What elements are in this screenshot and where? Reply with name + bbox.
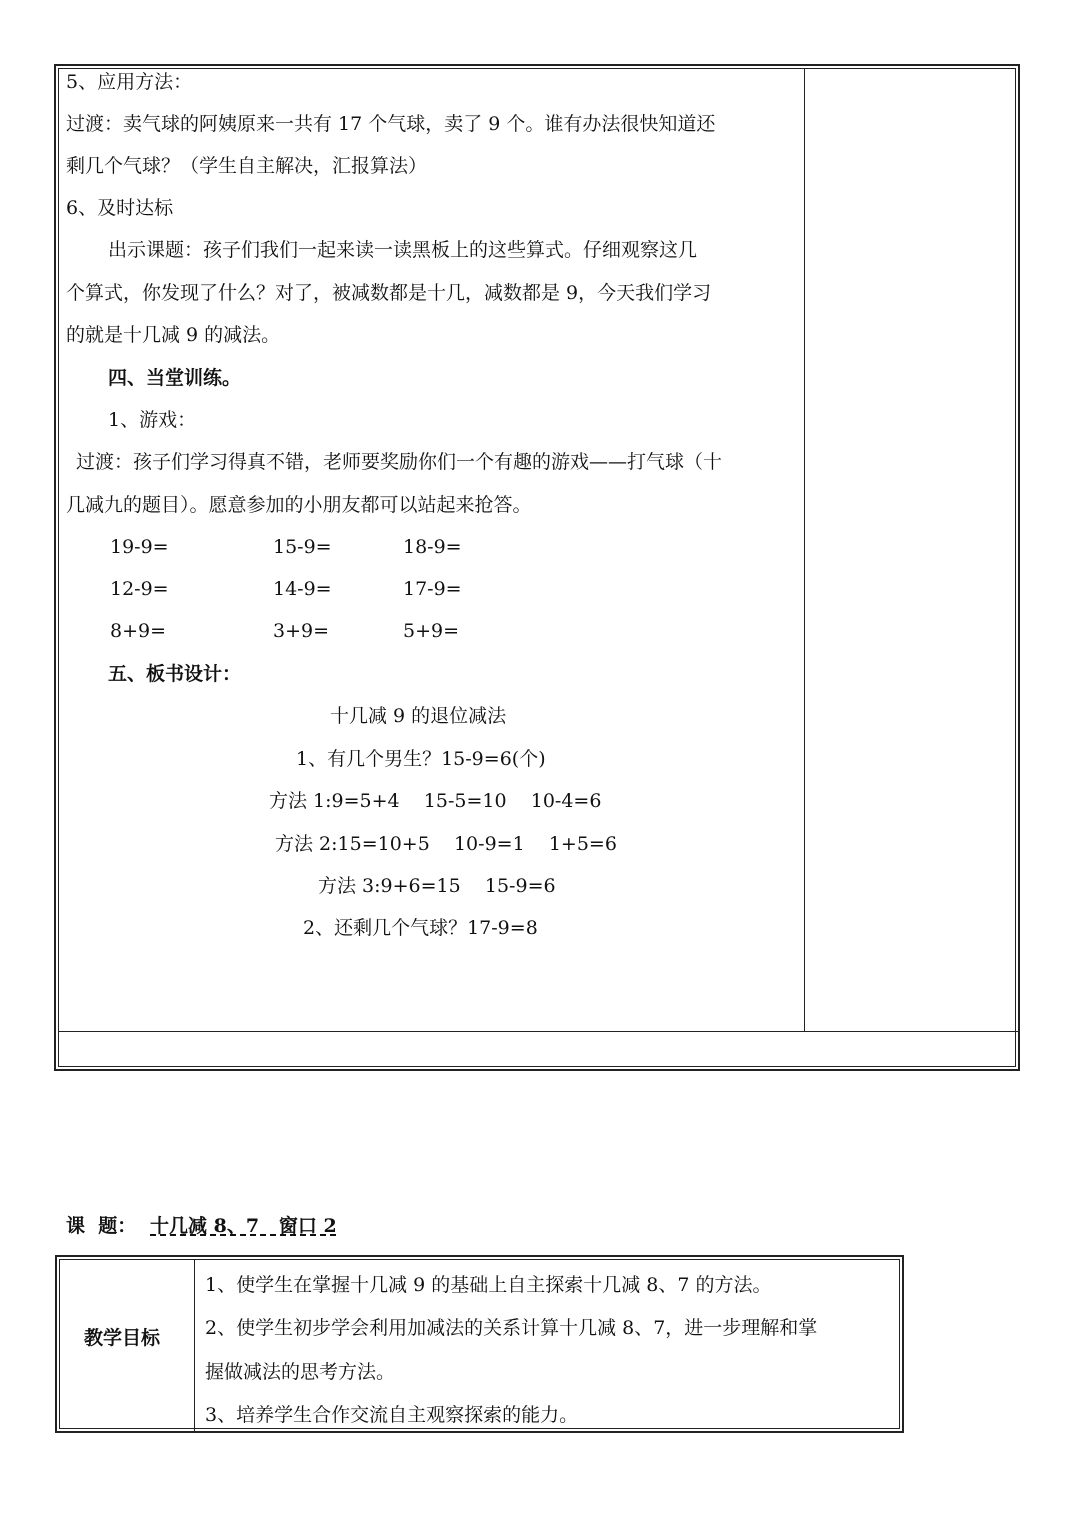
section5-title: 五、板书设计： bbox=[108, 663, 242, 685]
board-method: 方法 2:15=10+5 10-9=1 1+5=6 bbox=[275, 833, 617, 855]
step6-line: 个算式，你发现了什么？对了，被减数都是十几，减数都是 9，今天我们学习 bbox=[66, 282, 712, 304]
board-method: 方法 3:9+6=15 15-9=6 bbox=[318, 875, 556, 897]
column-divider bbox=[194, 1260, 195, 1432]
exercise: 15-9= bbox=[273, 536, 332, 558]
exercise: 8+9= bbox=[110, 620, 167, 642]
exercise: 18-9= bbox=[403, 536, 462, 558]
game-line: 过渡：孩子们学习得真不错，老师要奖励你们一个有趣的游戏——打气球（十 bbox=[76, 451, 723, 473]
exercise: 12-9= bbox=[110, 578, 169, 600]
board-method: 方法 1:9=5+4 15-5=10 10-4=6 bbox=[269, 790, 602, 812]
board-question: 1、有几个男生？15-9=6(个) bbox=[296, 748, 546, 770]
step5-line: 过渡：卖气球的阿姨原来一共有 17 个气球，卖了 9 个。谁有办法很快知道还 bbox=[66, 113, 716, 135]
topic-value: 十几减 8、7 窗口 2 bbox=[150, 1215, 337, 1237]
board-title: 十几减 9 的退位减法 bbox=[330, 705, 507, 727]
step5-line: 剩几个气球？（学生自主解决，汇报算法） bbox=[66, 155, 428, 177]
step6-line: 出示课题：孩子们我们一起来读一读黑板上的这些算式。仔细观察这几 bbox=[108, 239, 698, 261]
exercise: 5+9= bbox=[403, 620, 460, 642]
exercise: 17-9= bbox=[403, 578, 462, 600]
game-line: 几减九的题目）。愿意参加的小朋友都可以站起来抢答。 bbox=[66, 494, 532, 516]
row-divider bbox=[59, 1031, 1019, 1032]
objective-item: 3、培养学生合作交流自主观察探索的能力。 bbox=[205, 1404, 579, 1426]
objective-item: 2、使学生初步学会利用加减法的关系计算十几减 8、7，进一步理解和掌 bbox=[205, 1317, 818, 1339]
column-divider bbox=[804, 69, 805, 1032]
step6-line: 的就是十几减 9 的减法。 bbox=[66, 324, 281, 346]
objective-item: 握做减法的思考方法。 bbox=[205, 1361, 396, 1383]
step5-title: 5、应用方法： bbox=[66, 71, 193, 93]
board-question: 2、还剩几个气球？17-9=8 bbox=[303, 917, 538, 939]
section4-title: 四、当堂训练。 bbox=[108, 367, 242, 389]
exercise: 19-9= bbox=[110, 536, 169, 558]
objectives-label: 教学目标 bbox=[84, 1327, 161, 1349]
step6-title: 6、及时达标 bbox=[66, 197, 174, 219]
topic-label: 课 题： bbox=[66, 1215, 137, 1237]
game-title: 1、游戏： bbox=[108, 409, 197, 431]
exercise: 14-9= bbox=[273, 578, 332, 600]
exercise: 3+9= bbox=[273, 620, 330, 642]
objective-item: 1、使学生在掌握十几减 9 的基础上自主探索十几减 8、7 的方法。 bbox=[205, 1274, 772, 1296]
